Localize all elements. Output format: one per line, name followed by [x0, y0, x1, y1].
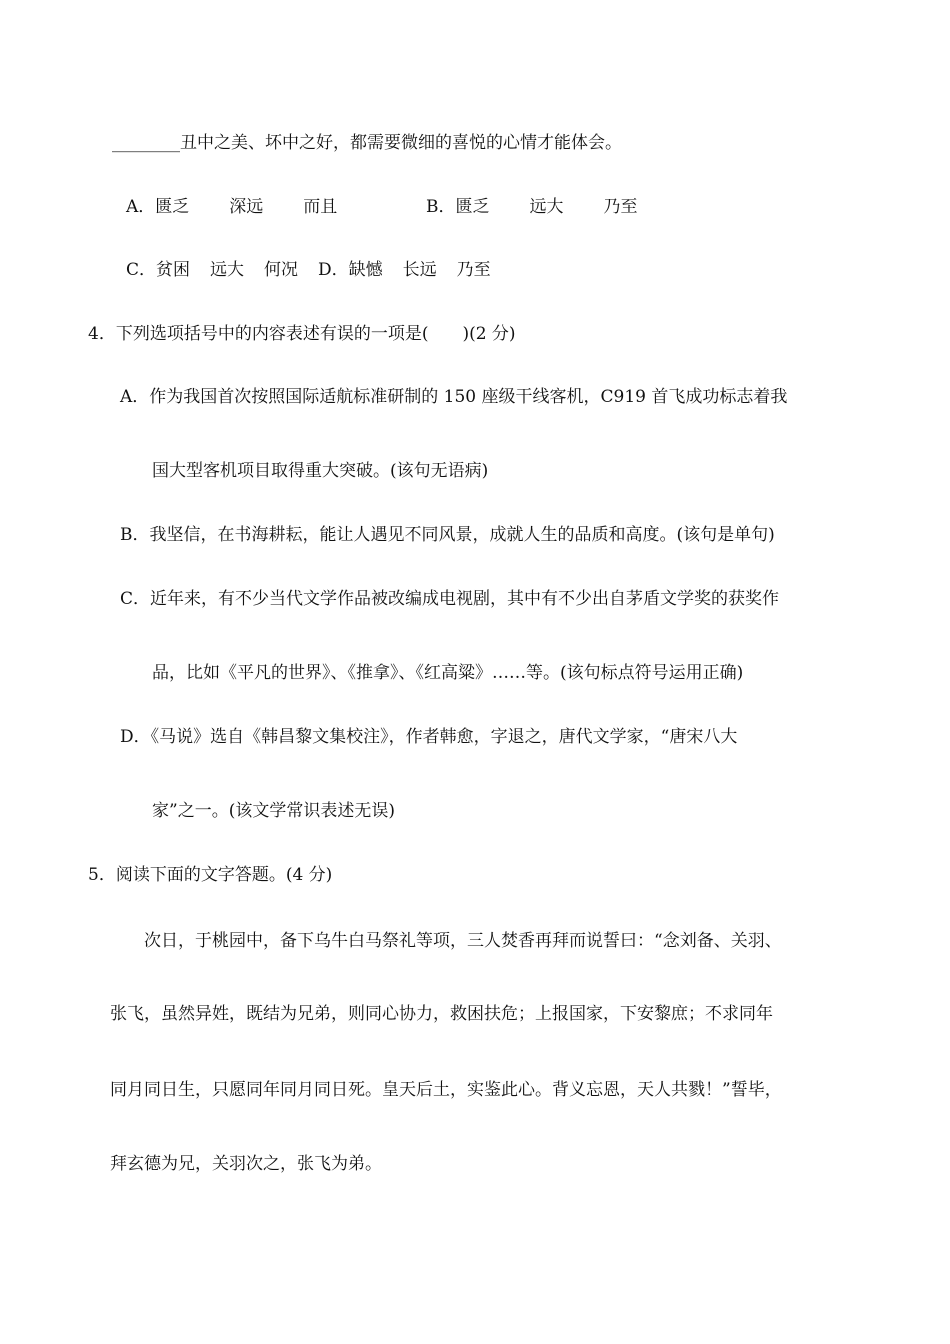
option-b-word-2: 远大: [529, 197, 564, 217]
q4-option-d-line1: D．《马说》选自《韩昌黎文集校注》，作者韩愈，字退之，唐代文学家，“唐宋八大: [120, 727, 738, 747]
q4-option-c-line1: C．近年来，有不少当代文学作品被改编成电视剧，其中有不少出自茅盾文学奖的获奖作: [120, 589, 780, 609]
q5-passage-line1: 次日，于桃园中，备下乌牛白马祭礼等项，三人焚香再拜而说誓曰：“念刘备、关羽、: [144, 931, 782, 951]
q3-sentence: ________丑中之美、坏中之好，都需要微细的喜悦的心情才能体会。: [112, 133, 622, 153]
option-a-word-3: 而且: [303, 197, 338, 217]
q4-stem: 4．下列选项括号中的内容表述有误的一项是( )(2 分): [88, 324, 516, 344]
q3-options-row1: [126, 196, 337, 218]
option-d-word-2: 长远: [402, 260, 437, 280]
q5-passage-line3: 同月同日生，只愿同年同月同日死。皇天后土，实鉴此心。背义忘恩，天人共戮！”誓毕，: [110, 1080, 782, 1100]
option-d-word-3: 乃至: [456, 260, 491, 280]
option-c-word-1: 贫困: [156, 260, 191, 280]
option-c-word-2: 远大: [210, 260, 245, 280]
option-b-label: B．: [426, 197, 456, 217]
q5-stem: 5．阅读下面的文字答题。(4 分): [88, 865, 333, 885]
option-c-label: C．: [126, 260, 157, 280]
option-d-word-1: 缺憾: [348, 260, 383, 280]
q5-passage-line4: 拜玄德为兄，关羽次之，张飞为弟。: [110, 1154, 382, 1174]
q4-option-a-line1: A．作为我国首次按照国际适航标准研制的 150 座级干线客机，C919 首飞成功标志着我: [120, 387, 788, 407]
option-b-word-1: 匮乏: [455, 197, 490, 217]
q5-passage-line2: 张飞，虽然异姓，既结为兄弟，则同心协力，救困扶危；上报国家，下安黎庶；不求同年: [110, 1004, 773, 1024]
q4-option-c-line2: 品，比如《平凡的世界》、《推拿》、《红高粱》……等。(该句标点符号运用正确): [152, 663, 744, 683]
option-a-word-2: 深远: [229, 197, 264, 217]
option-a-word-1: 匮乏: [155, 197, 190, 217]
q4-option-d-line2: 家”之一。(该文学常识表述无误): [152, 801, 395, 821]
q3-option-b: [426, 196, 638, 218]
q4-option-a-line2: 国大型客机项目取得重大突破。(该句无语病): [152, 461, 489, 481]
option-a-label: A．: [126, 197, 156, 217]
q4-option-b: B．我坚信，在书海耕耘，能让人遇见不同风景，成就人生的品质和高度。(该句是单句): [120, 525, 775, 545]
option-b-word-3: 乃至: [603, 197, 638, 217]
q3-options-row2: [126, 259, 491, 281]
option-c-word-3: 何况: [264, 260, 299, 280]
option-d-label: D．: [318, 260, 349, 280]
